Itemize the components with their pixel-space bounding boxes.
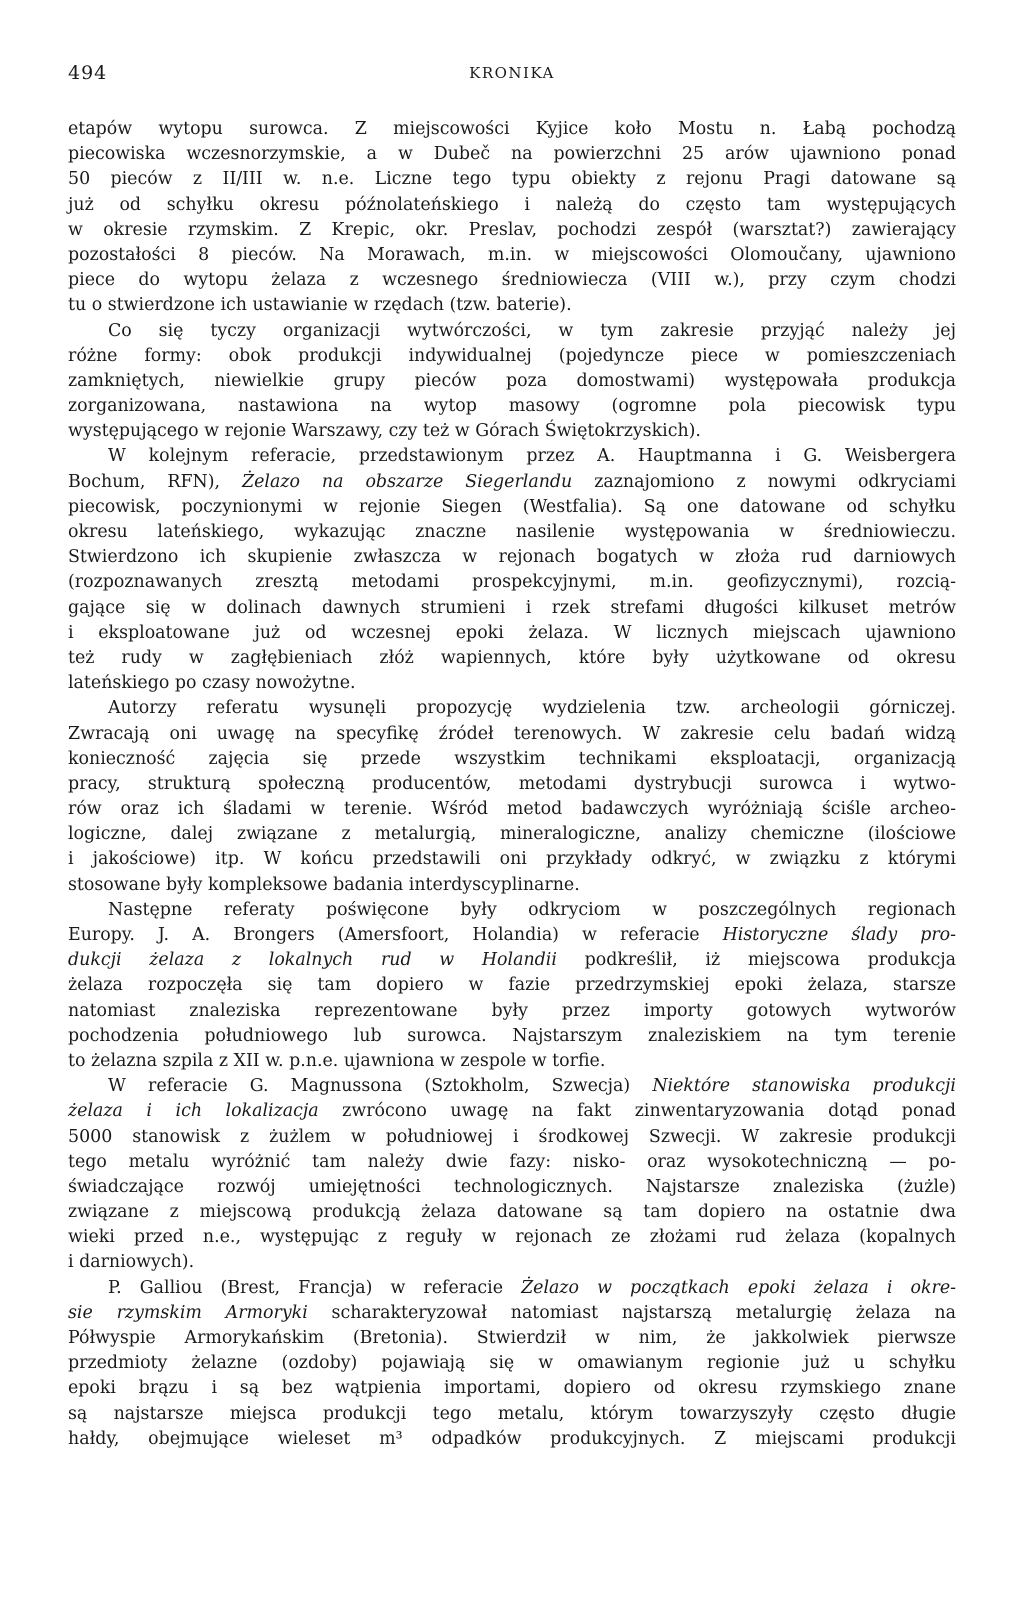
text-line: zorganizowana, nastawiona na wytop masowy (ogromne pola piecowisk typu	[68, 396, 956, 417]
text-segment: zaznajomiono z nowymi odkryciami	[572, 471, 957, 492]
text-line: piecowiska wczesnorzymskie, a w Dubeč na powierzchni 25 arów ujawniono ponad	[68, 144, 956, 165]
text-line: lateńskiego po czasy nowożytne.	[68, 673, 356, 694]
text-line: świadczające rozwój umiejętności technologicznych. Najstarsze znaleziska (żużle)	[68, 1176, 956, 1197]
text-line: gające się w dolinach dawnych strumieni i rzek strefami długości kilkuset metrów	[68, 597, 956, 618]
text-line: występującego w rejonie Warszawy, czy też w Górach Świętokrzyskich).	[68, 421, 701, 442]
text-line	[68, 1301, 956, 1326]
text-line: związane z miejscową produkcją żelaza datowane są tam dopiero na ostatnie dwa	[68, 1202, 956, 1223]
text-segment: scharakteryzował natomiast najstarszą metalurgię żelaza na	[307, 1302, 956, 1323]
text-line: natomiast znaleziska reprezentowane były przez importy gotowych wytworów	[68, 1000, 956, 1021]
text-line	[68, 1099, 956, 1124]
text-line: Następne referaty poświęcone były odkryciom w poszczególnych regionach	[108, 899, 956, 920]
italic-title: Żelazo w początkach epoki żelaza i okre-	[521, 1277, 956, 1298]
text-line: logiczne, dalej związane z metalurgią, mineralogiczne, analizy chemiczne (ilościowe	[68, 824, 956, 845]
running-title: KRONIKA	[469, 64, 555, 82]
italic-title: Historyczne ślady pro-	[722, 925, 956, 945]
text-line: tego metalu wyróżnić tam należy dwie fazy: nisko- oraz wysokotechniczną — po-	[68, 1151, 956, 1172]
italic-title: sie rzymskim Armoryki	[68, 1302, 308, 1323]
text-line: pochodzenia południowego lub surowca. Najstarszym znaleziskiem na tym terenie	[68, 1025, 956, 1046]
text-line: żelaza rozpoczęła się tam dopiero w fazie przedrzymskiej epoki żelaza, starsze	[68, 975, 956, 996]
text-line: okresu lateńskiego, wykazując znaczne nasilenie występowania w średniowieczu.	[68, 522, 956, 542]
text-line: tu o stwierdzone ich ustawianie w rzędach (tzw. baterie).	[68, 295, 572, 316]
text-line: i eksploatowane już od wczesnej epoki żelaza. W licznych miejscach ujawniono	[68, 622, 956, 643]
text-line: stosowane były kompleksowe badania interdyscyplinarne.	[68, 874, 580, 895]
text-line: piecowisk, poczynionymi w rejonie Siegen (Westfalia). Są one datowane od schyłku	[68, 496, 956, 517]
text-line: w okresie rzymskim. Z Krepic, okr. Preslav, pochodzi zespół (warsztat?) zawierający	[68, 219, 956, 240]
italic-title: żelaza i ich lokalizacja	[68, 1101, 319, 1122]
text-segment: Bochum, RFN),	[68, 471, 243, 492]
text-line: Co się tyczy organizacji wytwórczości, w tym zakresie przyjąć należy jej	[108, 320, 956, 341]
text-line	[68, 470, 956, 495]
text-line: i jakościowe) itp. W końcu przedstawili oni przykłady odkryć, w związku z którymi	[68, 849, 956, 870]
text-line	[68, 948, 956, 973]
text-line: to żelazna szpila z XII w. p.n.e. ujawniona w zespole w torfie.	[68, 1050, 606, 1071]
text-segment: Europy. J. A. Brongers (Amersfoort, Holandia) w referacie	[68, 925, 723, 945]
text-line: Stwierdzono ich skupienie zwłaszcza w rejonach bogatych w złoża rud darniowych	[68, 547, 956, 568]
text-line: piece do wytopu żelaza z wczesnego średniowiecza (VIII w.), przy czym chodzi	[68, 270, 956, 291]
text-line: też rudy w zagłębieniach złóż wapiennych, które były użytkowane od okresu	[68, 647, 956, 668]
text-line	[68, 1074, 956, 1099]
text-line: (rozpoznawanych zresztą metodami prospekcyjnymi, m.in. geofizycznymi), rozcią-	[68, 572, 956, 593]
text-line: wieki przed n.e., występując z reguły w rejonach ze złożami rud żelaza (kopalnych	[68, 1227, 956, 1248]
body-text	[68, 117, 956, 1452]
text-line: Zwracają oni uwagę na specyfikę źródeł terenowych. W zakresie celu badań widzą	[68, 723, 956, 744]
page-number: 494	[68, 62, 108, 84]
text-line: rów oraz ich śladami w terenie. Wśród metod badawczych wyróżniają ściśle archeo-	[68, 799, 956, 820]
text-line: 5000 stanowisk z żużlem w południowej i środkowej Szwecji. W zakresie produkcji	[68, 1126, 956, 1147]
text-segment: W referacie G. Magnussona (Sztokholm, Szwecja)	[108, 1076, 653, 1097]
text-line	[68, 923, 956, 948]
text-line: i darniowych).	[68, 1252, 195, 1273]
page-header	[68, 62, 956, 88]
italic-title: Niektóre stanowiska produkcji	[652, 1076, 956, 1097]
text-line: pozostałości 8 pieców. Na Morawach, m.in. w miejscowości Olomoučany, ujawniono	[68, 244, 956, 265]
text-line: epoki brązu i są bez wątpienia importami, dopiero od okresu rzymskiego znane	[68, 1378, 956, 1399]
text-segment: P. Galliou (Brest, Francja) w referacie	[108, 1277, 522, 1298]
text-line: różne formy: obok produkcji indywidualnej (pojedyncze piece w pomieszczeniach	[68, 345, 956, 366]
text-line: 50 pieców z II/III w. n.e. Liczne tego typu obiekty z rejonu Pragi datowane są	[68, 169, 956, 190]
text-line: Półwyspie Armorykańskim (Bretonia). Stwierdził w nim, że jakkolwiek pierwsze	[68, 1328, 956, 1348]
text-line: Autorzy referatu wysunęli propozycję wydzielenia tzw. archeologii górniczej.	[108, 698, 956, 719]
text-line: już od schyłku okresu późnolateńskiego i należą do często tam występujących	[68, 194, 956, 215]
text-line: pracy, strukturą społeczną producentów, metodami dystrybucji surowca i wytwo-	[68, 773, 956, 794]
text-line: przedmioty żelazne (ozdoby) pojawiają się w omawianym regionie już u schyłku	[68, 1353, 956, 1374]
text-line	[68, 1276, 956, 1301]
text-segment: podkreślił, iż miejscowa produkcja	[556, 950, 956, 971]
text-line: konieczność zajęcia się przede wszystkim technikami eksploatacji, organizacją	[68, 748, 956, 769]
text-line: etapów wytopu surowca. Z miejscowości Kyjice koło Mostu n. Łabą pochodzą	[68, 119, 956, 139]
text-line: W kolejnym referacie, przedstawionym przez A. Hauptmanna i G. Weisbergera	[108, 446, 956, 467]
text-line: zamkniętych, niewielkie grupy pieców poza domostwami) występowała produkcja	[68, 370, 956, 391]
text-line: hałdy, obejmujące wieleset m³ odpadków produkcyjnych. Z miejscami produkcji	[68, 1428, 956, 1449]
text-line: są najstarsze miejsca produkcji tego metalu, którym towarzyszyły często długie	[68, 1403, 956, 1424]
italic-title: Żelazo na obszarze Siegerlandu	[242, 471, 573, 492]
text-segment: zwrócono uwagę na fakt zinwentaryzowania dotąd ponad	[318, 1101, 956, 1122]
italic-title: dukcji żelaza z lokalnych rud w Holandii	[68, 950, 557, 971]
